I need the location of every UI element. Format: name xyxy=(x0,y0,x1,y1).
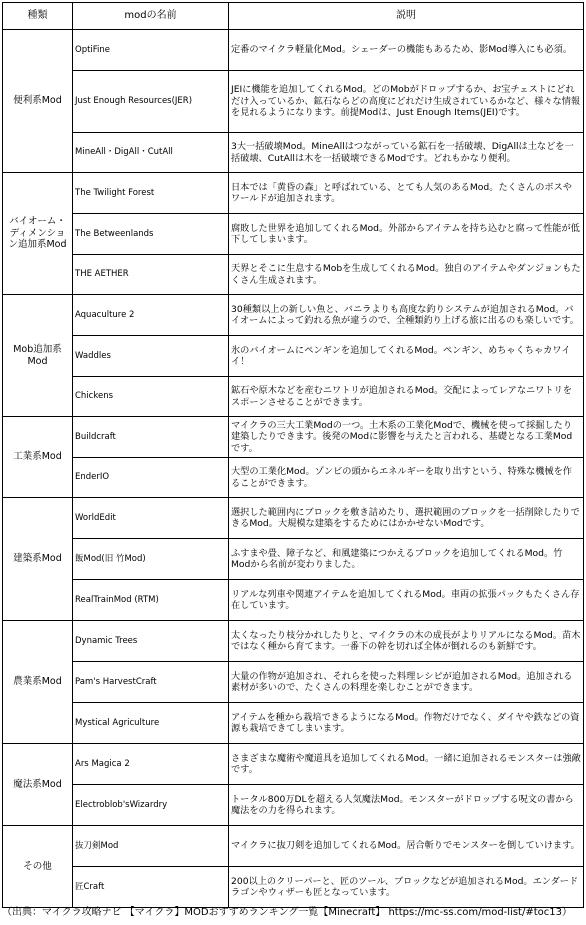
mod-name-cell: 抜刀剣Mod xyxy=(73,826,229,867)
mod-name-cell: Aquaculture 2 xyxy=(73,295,229,336)
table-row xyxy=(3,417,584,458)
category-cell: 便利系Mod xyxy=(3,30,73,173)
mod-name-cell: MineAll・DigAll・CutAll xyxy=(73,133,229,173)
description-cell: 30種類以上の新しい魚と、バニラよりも高度な釣りシステムが追加されるMod。バイオームによって釣れる魚が違うので、全種類釣り上げる旅に出るのも楽しいです。 xyxy=(229,295,584,336)
description-cell: 氷のバイオームにペンギンを追加してくれるMod。ペンギン、めちゃくちゃカワイイ！ xyxy=(229,336,584,377)
description-cell: マイクラの三大工業Modの一つ。土木系の工業化Modで、機械を使って採掘したり建築したりできます。後発のModに影響を与えたと言われる、基礎となる工業Modです。 xyxy=(229,417,584,458)
mod-name-cell: Electroblob'sWizardry xyxy=(73,785,229,826)
description-cell: 選択した範囲内にブロックを敷き詰めたり、選択範囲のブロックを一括削除したりできるMod。大規模な建築をするためにはかかせないModです。 xyxy=(229,498,584,539)
mod-name-cell: THE AETHER xyxy=(73,255,229,295)
header-row xyxy=(3,3,584,30)
table-row xyxy=(3,133,584,173)
mod-name-cell: The Betweenlands xyxy=(73,214,229,255)
description-cell: マイクラに抜刀剣を追加してくれるMod。居合斬りでモンスターを倒していけます。 xyxy=(229,826,584,867)
description-cell: リアルな列車や関連アイテムを追加してくれるMod。車両の拡張パックもたくさん存在しています。 xyxy=(229,580,584,621)
description-cell: 200以上のクリーパーと、匠のツール、ブロックなどが追加されるMod。エンダードラゴンやウィザーも匠となっています。 xyxy=(229,867,584,908)
header-mod-name: modの名前 xyxy=(73,3,229,30)
table-row xyxy=(3,71,584,133)
table-row xyxy=(3,580,584,621)
table-row xyxy=(3,498,584,539)
header-category: 種類 xyxy=(3,3,73,30)
mod-name-cell: Just Enough Resources(JER) xyxy=(73,71,229,133)
description-cell: 3大一括破壊Mod。MineAllはつながっている鉱石を一括破壊、DigAllは土などを一括破壊、CutAllは木を一括破壊できるModです。どれもかなり便利。 xyxy=(229,133,584,173)
description-cell: アイテムを種から栽培できるようになるMod。作物だけでなく、ダイヤや鉄などの資源も栽培できてしまいます。 xyxy=(229,703,584,744)
mod-name-cell: Pam's HarvestCraft xyxy=(73,662,229,703)
category-cell: 工業系Mod xyxy=(3,417,73,498)
table-row xyxy=(3,214,584,255)
mod-table xyxy=(2,2,584,908)
table-row xyxy=(3,458,584,498)
description-cell: 大型の工業化Mod。ゾンビの頭からエネルギーを取り出すという、特殊な機械を作ることができます。 xyxy=(229,458,584,498)
description-cell: 腐敗した世界を追加してくれるMod。外部からアイテムを持ち込むと腐って性能が低下してしまいます。 xyxy=(229,214,584,255)
description-cell: 大量の作物が追加され、それらを使った料理レシピが追加されるMod。追加される素材が多いので、たくさんの料理を楽しむことができます。 xyxy=(229,662,584,703)
table-row xyxy=(3,30,584,71)
mod-name-cell: Ars Magica 2 xyxy=(73,744,229,785)
table-row xyxy=(3,703,584,744)
mod-name-cell: EnderIO xyxy=(73,458,229,498)
category-cell: Mob追加系Mod xyxy=(3,295,73,417)
table-row xyxy=(3,785,584,826)
table-row xyxy=(3,826,584,867)
mod-name-cell: Waddles xyxy=(73,336,229,377)
table-row xyxy=(3,295,584,336)
mod-name-cell: The Twilight Forest xyxy=(73,173,229,214)
table-row xyxy=(3,662,584,703)
category-cell: 農業系Mod xyxy=(3,621,73,744)
description-cell: JEIに機能を追加してくれるMod。どのMobがドロップするか、お宝チェストにどれだけ入っているか、鉱石ならどの高度にどれだけ生成されているかなど、様々な情報を見れるようになります。前提Modは、Just Enough Items(JEI)です。 xyxy=(229,71,584,133)
description-cell: 太くなったり枝分かれしたりと、マイクラの木の成長がよりリアルになるMod。苗木ではなく種から育てます。一番下の幹を切れば全体が倒れるのも新鮮です。 xyxy=(229,621,584,662)
table-row xyxy=(3,336,584,377)
header-description: 説明 xyxy=(229,3,584,30)
mod-name-cell: Buildcraft xyxy=(73,417,229,458)
description-cell: 日本では「黄昏の森」と呼ばれている、とても人気のあるMod。たくさんのボスやワールドが追加されます。 xyxy=(229,173,584,214)
description-cell: ふすまや畳、障子など、和風建築につかえるブロックを追加してくれるMod。竹Modから名前が変わりました。 xyxy=(229,539,584,580)
description-cell: トータル800万DLを超える人気魔法Mod。モンスターがドロップする呪文の書から魔法をの力を得られます。 xyxy=(229,785,584,826)
description-cell: 天界とそこに生息するMobを生成してくれるMod。独自のアイテムやダンジョンもたくさん生成されます。 xyxy=(229,255,584,295)
description-cell: 鉱石や原木などを産むニワトリが追加されるMod。交配によってレアなニワトリをスポーンさせることができます。 xyxy=(229,377,584,417)
mod-name-cell: OptiFine xyxy=(73,30,229,71)
table-row xyxy=(3,539,584,580)
table-row xyxy=(3,867,584,908)
category-cell: バイオーム・ディメンション追加系Mod xyxy=(3,173,73,295)
category-cell: 魔法系Mod xyxy=(3,744,73,826)
table-row xyxy=(3,255,584,295)
table-row xyxy=(3,621,584,662)
mod-name-cell: 匠Craft xyxy=(73,867,229,908)
table-row xyxy=(3,377,584,417)
mod-name-cell: WorldEdit xyxy=(73,498,229,539)
mod-name-cell: 飯Mod(旧 竹Mod) xyxy=(73,539,229,580)
table-row xyxy=(3,173,584,214)
mod-name-cell: Dynamic Trees xyxy=(73,621,229,662)
table-row xyxy=(3,744,584,785)
category-cell: 建築系Mod xyxy=(3,498,73,621)
description-cell: さまざまな魔術や魔道具を追加してくれるMod。一緒に追加されるモンスターは強敵です。 xyxy=(229,744,584,785)
mod-name-cell: Chickens xyxy=(73,377,229,417)
category-cell: その他 xyxy=(3,826,73,908)
mod-name-cell: RealTrainMod (RTM) xyxy=(73,580,229,621)
source-citation: （出典：マイクラ攻略ナビ 【マイクラ】MODおすすめランキング一覧【Minecraft】 https://mc-ss.com/mod-list/#toc13） xyxy=(2,907,572,918)
description-cell: 定番のマイクラ軽量化Mod。シェーダーの機能もあるため、影Mod導入にも必須。 xyxy=(229,30,584,71)
mod-name-cell: Mystical Agriculture xyxy=(73,703,229,744)
